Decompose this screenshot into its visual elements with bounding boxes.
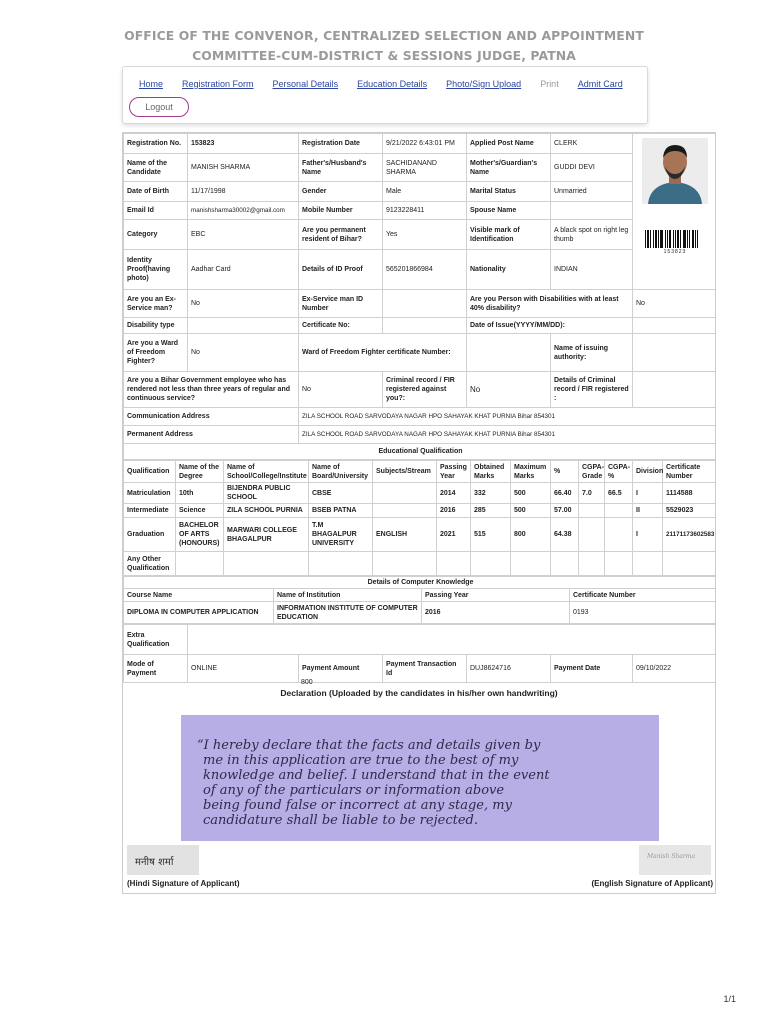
edu-header: CGPA-Grade: [579, 461, 605, 483]
exservice-id-value: [383, 290, 467, 318]
declaration-line: me in this application are true to the best of my: [203, 753, 519, 768]
edu-cell: [579, 504, 605, 518]
nav-links: [139, 79, 642, 89]
edu-header: CGPA-%: [605, 461, 633, 483]
perm-addr-label: Permanent Address: [124, 426, 299, 444]
edu-header: %: [551, 461, 579, 483]
issue-date-label: Date of Issue(YYYY/MM/DD):: [467, 318, 633, 334]
id-details-label: Details of ID Proof: [299, 250, 383, 290]
edu-cell: 500: [511, 504, 551, 518]
edu-cell: Any Other Qualification: [124, 552, 176, 576]
edu-cell: [437, 552, 471, 576]
name-label: Name of the Candidate: [124, 154, 188, 182]
edu-cell: 10th: [176, 483, 224, 504]
ward-cert-label: Ward of Freedom Fighter certificate Number:: [299, 334, 467, 372]
comm-addr-value: ZILA SCHOOL ROAD SARVODAYA NAGAR HPO SAHAYAK KHAT PURNIA Bihar 854301: [299, 408, 717, 426]
edu-cell: 2021: [437, 518, 471, 552]
logout-button[interactable]: Logout: [129, 97, 189, 117]
disability-type-value: [188, 318, 299, 334]
post-label: Applied Post Name: [467, 134, 551, 154]
marital-value: Unmarried: [551, 182, 633, 202]
edu-cell: I: [633, 483, 663, 504]
computer-knowledge-table: [123, 576, 716, 624]
id-details-value: 565201866984: [383, 250, 467, 290]
edu-cell: [471, 552, 511, 576]
mother-value: GUDDI DEVI: [551, 154, 633, 182]
edu-cell: [605, 518, 633, 552]
svg-text:Manish Sharma: Manish Sharma: [647, 853, 696, 860]
criminal-value: No: [467, 372, 551, 408]
personal-details-table: [123, 133, 716, 460]
edu-cell: [579, 552, 605, 576]
barcode-number: 153823: [663, 249, 687, 255]
criminal-details-value: [633, 372, 717, 408]
edu-cell: Science: [176, 504, 224, 518]
marital-label: Marital Status: [467, 182, 551, 202]
computer-header: Name of Institution: [274, 589, 422, 602]
category-label: Category: [124, 220, 188, 250]
declaration-image: [181, 715, 659, 841]
declaration-title: Declaration (Uploaded by the candidates in his/her own handwriting): [280, 688, 558, 698]
edu-cell: 66.40: [551, 483, 579, 504]
education-table: [123, 460, 716, 576]
pwd-value: No: [633, 290, 717, 318]
ward-label: Are you a Ward of Freedom Fighter?: [124, 334, 188, 372]
edu-cell: [224, 552, 309, 576]
post-value: CLERK: [551, 134, 633, 154]
edu-cell: 1114588: [663, 483, 716, 504]
edu-cell: 515: [471, 518, 511, 552]
edu-cell: [605, 504, 633, 518]
edu-header: Certificate Number: [663, 461, 716, 483]
edu-cell: 5529023: [663, 504, 716, 518]
edu-cell: ZILA SCHOOL PURNIA: [224, 504, 309, 518]
table-row: [124, 518, 716, 552]
payment-date-label: Payment Date: [551, 655, 633, 683]
id-proof-label: Identity Proof(having photo): [124, 250, 188, 290]
exservice-value: No: [188, 290, 299, 318]
edu-cell: BACHELOR OF ARTS (HONOURS): [176, 518, 224, 552]
table-row: [124, 483, 716, 504]
spouse-label: Spouse Name: [467, 202, 551, 220]
edu-header: Qualification: [124, 461, 176, 483]
edu-cell: [633, 552, 663, 576]
edu-cell: 2014: [437, 483, 471, 504]
edu-cell: Matriculation: [124, 483, 176, 504]
barcode: [645, 226, 705, 248]
payment-txn-value: DUJ8624716: [467, 655, 551, 683]
spouse-value: [551, 202, 633, 220]
office-header: [120, 26, 648, 66]
nationality-label: Nationality: [467, 250, 551, 290]
edu-cell: 21171173602583: [663, 518, 716, 552]
edu-cell: 332: [471, 483, 511, 504]
edu-cell: BIJENDRA PUBLIC SCHOOL: [224, 483, 309, 504]
criminal-details-label: Details of Criminal record / FIR registered :: [551, 372, 633, 408]
page-number: 1/1: [723, 994, 736, 1004]
declaration-line: knowledge and belief. I understand that in the event: [203, 768, 550, 783]
edu-header: Name of Board/University: [309, 461, 373, 483]
hindi-signature-image: [127, 845, 199, 875]
declaration-line: candidature shall be liable to be rejected.: [203, 813, 478, 828]
edu-cell: MARWARI COLLEGE BHAGALPUR: [224, 518, 309, 552]
edu-cell: Graduation: [124, 518, 176, 552]
email-label: Email Id: [124, 202, 188, 220]
edu-cell: 7.0: [579, 483, 605, 504]
edu-cell: 285: [471, 504, 511, 518]
edu-cell: [605, 552, 633, 576]
extra-qualification-label: Extra Qualification: [124, 625, 188, 655]
edu-cell: 66.5: [605, 483, 633, 504]
certificate-no-label: Certificate No:: [299, 318, 383, 334]
header-line-2: COMMITTEE-CUM-DISTRICT & SESSIONS JUDGE, PATNA: [192, 48, 576, 63]
declaration-line: of any of the particulars or information above: [203, 783, 505, 798]
resident-label: Are you permanent resident of Bihar?: [299, 220, 383, 250]
edu-cell: [176, 552, 224, 576]
computer-header: Course Name: [124, 589, 274, 602]
computer-header: Certificate Number: [570, 589, 717, 602]
govt-emp-label: Are you a Bihar Government employee who has rendered not less than three years of regular and continuous service?: [124, 372, 299, 408]
edu-header: Name of the Degree: [176, 461, 224, 483]
header-line-1: OFFICE OF THE CONVENOR, CENTRALIZED SELECTION AND APPOINTMENT: [124, 28, 644, 43]
declaration-line: “I hereby declare that the facts and details given by: [197, 738, 541, 753]
edu-cell: [373, 483, 437, 504]
father-label: Father's/Husband's Name: [299, 154, 383, 182]
mother-label: Mother's/Guardian's Name: [467, 154, 551, 182]
ward-value: No: [188, 334, 299, 372]
payment-amount-value: 800: [301, 679, 313, 686]
pwd-label: Are you Person with Disabilities with at least 40% disability?: [467, 290, 633, 318]
english-signature-caption: (English Signature of Applicant): [591, 879, 713, 888]
mobile-value: 9123228411: [383, 202, 467, 220]
mark-value: A black spot on right leg thumb: [551, 220, 633, 250]
table-row: [124, 602, 717, 624]
dob-value: 11/17/1998: [188, 182, 299, 202]
edu-cell: [511, 552, 551, 576]
table-row: [124, 504, 716, 518]
reg-no-value: 153823: [188, 134, 299, 154]
name-value: MANISH SHARMA: [188, 154, 299, 182]
disability-type-label: Disability type: [124, 318, 188, 334]
application-form: [122, 132, 716, 894]
extra-qualification-value: [188, 625, 717, 655]
nav-photo-sign-upload-link[interactable]: Photo/Sign Upload: [446, 79, 522, 89]
edu-cell: 800: [511, 518, 551, 552]
nav-personal-details-link[interactable]: Personal Details: [272, 79, 339, 89]
criminal-label: Criminal record / FIR registered against you?:: [383, 372, 467, 408]
issuing-label: Name of issuing authority:: [551, 334, 633, 372]
edu-cell: [551, 552, 579, 576]
nav-panel: [122, 66, 648, 124]
nav-home-link[interactable]: Home: [139, 79, 164, 89]
edu-header: Division: [633, 461, 663, 483]
education-header-row: [124, 461, 716, 483]
edu-cell: [373, 504, 437, 518]
education-section-title: Educational Qualification: [124, 444, 717, 460]
edu-header: Maximum Marks: [511, 461, 551, 483]
edu-cell: 500: [511, 483, 551, 504]
edu-cell: 57.00: [551, 504, 579, 518]
mobile-label: Mobile Number: [299, 202, 383, 220]
mark-label: Visible mark of Identification: [467, 220, 551, 250]
dob-label: Date of Birth: [124, 182, 188, 202]
edu-header: Name of School/College/Institute: [224, 461, 309, 483]
exservice-label: Are you an Ex-Service man?: [124, 290, 188, 318]
photo-cell: [633, 134, 717, 290]
hindi-signature-caption: (Hindi Signature of Applicant): [127, 879, 240, 888]
computer-section-title: Details of Computer Knowledge: [124, 577, 717, 589]
nav-admit-card-link[interactable]: Admit Card: [577, 79, 623, 89]
svg-text:मनीष शर्मा: मनीष शर्मा: [135, 857, 174, 868]
id-proof-value: Aadhar Card: [188, 250, 299, 290]
edu-cell: ENGLISH: [373, 518, 437, 552]
computer-header: Passing Year: [422, 589, 570, 602]
candidate-photo: [642, 138, 708, 204]
payment-amount-label: Payment Amount: [299, 655, 383, 683]
father-value: SACHIDANAND SHARMA: [383, 154, 467, 182]
comm-addr-label: Communication Address: [124, 408, 299, 426]
edu-cell: I: [633, 518, 663, 552]
gender-value: Male: [383, 182, 467, 202]
edu-cell: [309, 552, 373, 576]
payment-mode-label: Mode of Payment: [124, 655, 188, 683]
edu-header: Subjects/Stream: [373, 461, 437, 483]
edu-cell: [579, 518, 605, 552]
computer-cell: INFORMATION INSTITUTE OF COMPUTER EDUCATION: [274, 602, 422, 624]
edu-header: Passing Year: [437, 461, 471, 483]
edu-cell: Intermediate: [124, 504, 176, 518]
extra-payment-table: [123, 624, 716, 683]
nav-print-item: Print: [540, 79, 559, 89]
resident-value: Yes: [383, 220, 467, 250]
gender-label: Gender: [299, 182, 383, 202]
email-value: manishsharma30002@gmail.com: [188, 202, 299, 220]
nationality-value: INDIAN: [551, 250, 633, 290]
signature-section: [123, 845, 716, 894]
category-value: EBC: [188, 220, 299, 250]
table-row: [124, 552, 716, 576]
issue-date-value: [633, 318, 717, 334]
govt-emp-value: No: [299, 372, 383, 408]
nav-registration-form-link[interactable]: Registration Form: [182, 79, 254, 89]
edu-cell: [663, 552, 716, 576]
reg-no-label: Registration No.: [124, 134, 188, 154]
computer-cell: 0193: [570, 602, 717, 624]
edu-cell: T.M BHAGALPUR UNIVERSITY: [309, 518, 373, 552]
edu-cell: 2016: [437, 504, 471, 518]
edu-cell: II: [633, 504, 663, 518]
perm-addr-value: ZILA SCHOOL ROAD SARVODAYA NAGAR HPO SAHAYAK KHAT PURNIA Bihar 854301: [299, 426, 717, 444]
nav-education-details-link[interactable]: Education Details: [357, 79, 428, 89]
edu-header: Obtained Marks: [471, 461, 511, 483]
edu-cell: 64.38: [551, 518, 579, 552]
edu-cell: BSEB PATNA: [309, 504, 373, 518]
english-signature-image: [639, 845, 711, 875]
payment-date-value: 09/10/2022: [633, 655, 717, 683]
reg-date-value: 9/21/2022 6:43:01 PM: [383, 134, 467, 154]
payment-txn-label: Payment Transaction Id: [383, 655, 467, 683]
computer-cell: DIPLOMA IN COMPUTER APPLICATION: [124, 602, 274, 624]
payment-mode-value: ONLINE: [188, 655, 299, 683]
issuing-value: [633, 334, 717, 372]
certificate-no-value: [383, 318, 467, 334]
computer-cell: 2016: [422, 602, 570, 624]
edu-cell: [373, 552, 437, 576]
reg-date-label: Registration Date: [299, 134, 383, 154]
declaration-line: being found false or incorrect at any stage, my: [203, 798, 512, 813]
exservice-id-label: Ex-Service man ID Number: [299, 290, 383, 318]
ward-cert-value: [467, 334, 551, 372]
edu-cell: CBSE: [309, 483, 373, 504]
